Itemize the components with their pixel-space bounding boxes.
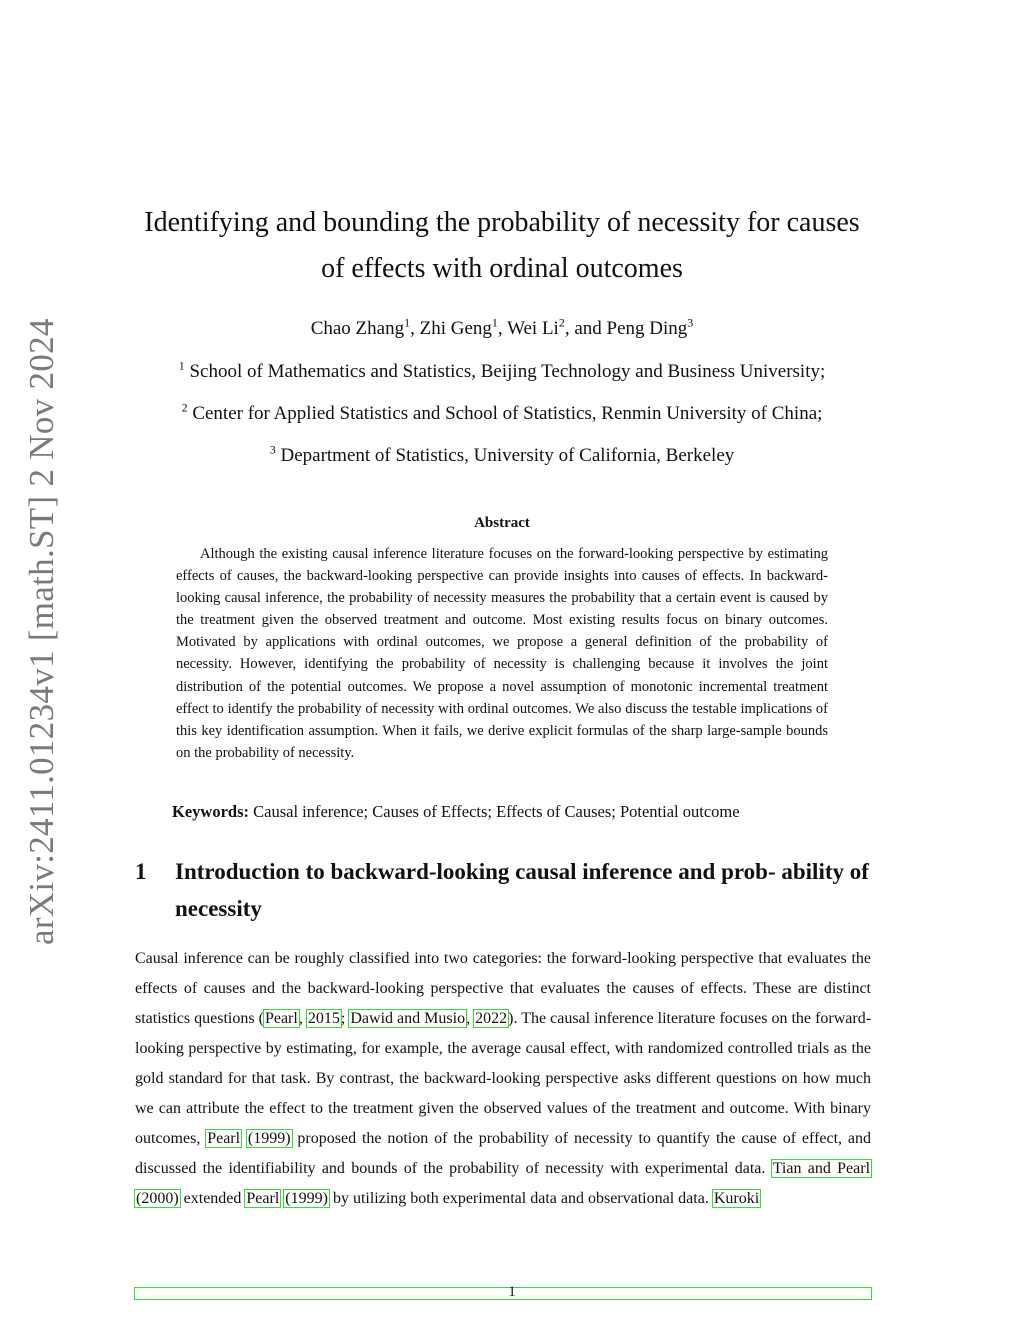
section-title: Introduction to backward-looking causal inference and prob- ability of necessity	[175, 859, 869, 921]
author-affil-mark: 1	[404, 315, 411, 330]
author-affil-mark: 2	[558, 315, 565, 330]
author-name: Chao Zhang	[310, 318, 405, 339]
affiliation-3	[120, 442, 884, 467]
citation-link[interactable]: (1999)	[285, 1190, 328, 1207]
keywords-label: Keywords:	[172, 802, 249, 821]
body-text-run: extended	[179, 1190, 246, 1207]
arxiv-stamp: arXiv:2411.01234v1 [math.ST] 2 Nov 2024	[22, 318, 61, 945]
body-text-run: ;	[340, 1010, 350, 1027]
author-separator: ,	[410, 318, 420, 339]
affiliation-mark: 3	[269, 442, 276, 457]
affiliation-text: Department of Statistics, University of California, Berkeley	[280, 445, 735, 466]
author-name: Zhi Geng	[419, 318, 492, 339]
section-number: 1	[135, 859, 147, 884]
author-separator: ,	[564, 318, 575, 339]
author-separator: ,	[497, 318, 508, 339]
title-line-2: of effects with ordinal outcomes	[321, 253, 683, 284]
abstract-text: Although the existing causal inference literature focuses on the forward-looking perspective by estimating effects of causes, the backward-looking perspective can provide insights into causes of effects. In backward-looking causal inference, the probability of necessity measures the probability that a certain event is caused by the treatment given the observed treatment and outcome. Most existing results focus on binary outcomes. Motivated by applications with ordinal outcomes, we propose a general definition of the probability of necessity. However, identifying the probability of necessity is challenging because it involves the joint distribution of the potential outcomes. We propose a novel assumption of monotonic incremental treatment effect to identify the probability of necessity with ordinal outcomes. We also discuss the testable implications of this key identification assumption. When it fails, we derive explicit formulas of the sharp large-sample bounds on the probability of necessity.	[176, 546, 828, 761]
affiliation-mark: 2	[181, 400, 188, 415]
page-number: 1	[508, 1284, 516, 1300]
body-text-run: ,	[298, 1010, 307, 1027]
author-affil-mark: 3	[687, 315, 694, 330]
author-name: and Peng Ding	[574, 318, 688, 339]
title-line-1: Identifying and bounding the probability of necessity for causes	[144, 207, 860, 238]
keywords	[172, 802, 740, 822]
body-text-run: ). The causal inference literature focuses on the forward-looking perspective by estimating, for example, the average causal effect, with randomized controlled trials as the gold standard for that task. By contrast, the backward-looking perspective asks different questions on how much we can attribute the effect to the treatment given the observed values of the treatment and outcome. With binary outcomes,	[135, 1010, 872, 1147]
body-paragraph	[135, 944, 871, 1214]
citation-link[interactable]: Pearl	[207, 1130, 241, 1147]
author-list	[120, 315, 884, 340]
affiliation-mark: 1	[178, 358, 185, 373]
paper-title	[120, 200, 884, 292]
body-text-run: proposed the notion of the probability of necessity to quantify the cause of effect, and discussed the identifiability and bounds of the probability of necessity with experimental data.	[135, 1130, 872, 1177]
citation-link[interactable]: (1999)	[247, 1130, 291, 1147]
body-text-run: by utilizing both experimental data and observational data.	[328, 1190, 713, 1207]
affiliation-text: Center for Applied Statistics and School of Statistics, Renmin University of China;	[192, 403, 823, 424]
citation-link[interactable]: 2022	[475, 1010, 508, 1027]
citation-link[interactable]: Pearl	[264, 1010, 298, 1027]
affiliation-1	[120, 358, 884, 383]
citation-link[interactable]: Tian and Pearl	[772, 1160, 871, 1177]
citation-link[interactable]: Dawid and Musio	[350, 1010, 466, 1027]
affiliation-text: School of Mathematics and Statistics, Beijing Technology and Business University;	[189, 361, 826, 382]
author-affil-mark: 1	[491, 315, 498, 330]
citation-link[interactable]: (2000)	[136, 1190, 179, 1207]
citation-link[interactable]: Kuroki	[713, 1190, 760, 1207]
abstract-heading: Abstract	[474, 515, 530, 531]
affiliation-2	[120, 400, 884, 425]
body-text-run: Causal inference can be roughly classified into two categories: the forward-looking perspective that evaluates the effects of causes and the backward-looking perspective that evaluates the causes of effects. These are distinct statistics questions (	[135, 950, 871, 1027]
keywords-text: Causal inference; Causes of Effects; Effects of Causes; Potential outcome	[253, 802, 740, 821]
citation-link[interactable]: Pearl	[246, 1190, 280, 1207]
author-name: Wei Li	[507, 318, 559, 339]
citation-link[interactable]: 2015	[307, 1010, 340, 1027]
body-text-run: ,	[466, 1010, 475, 1027]
